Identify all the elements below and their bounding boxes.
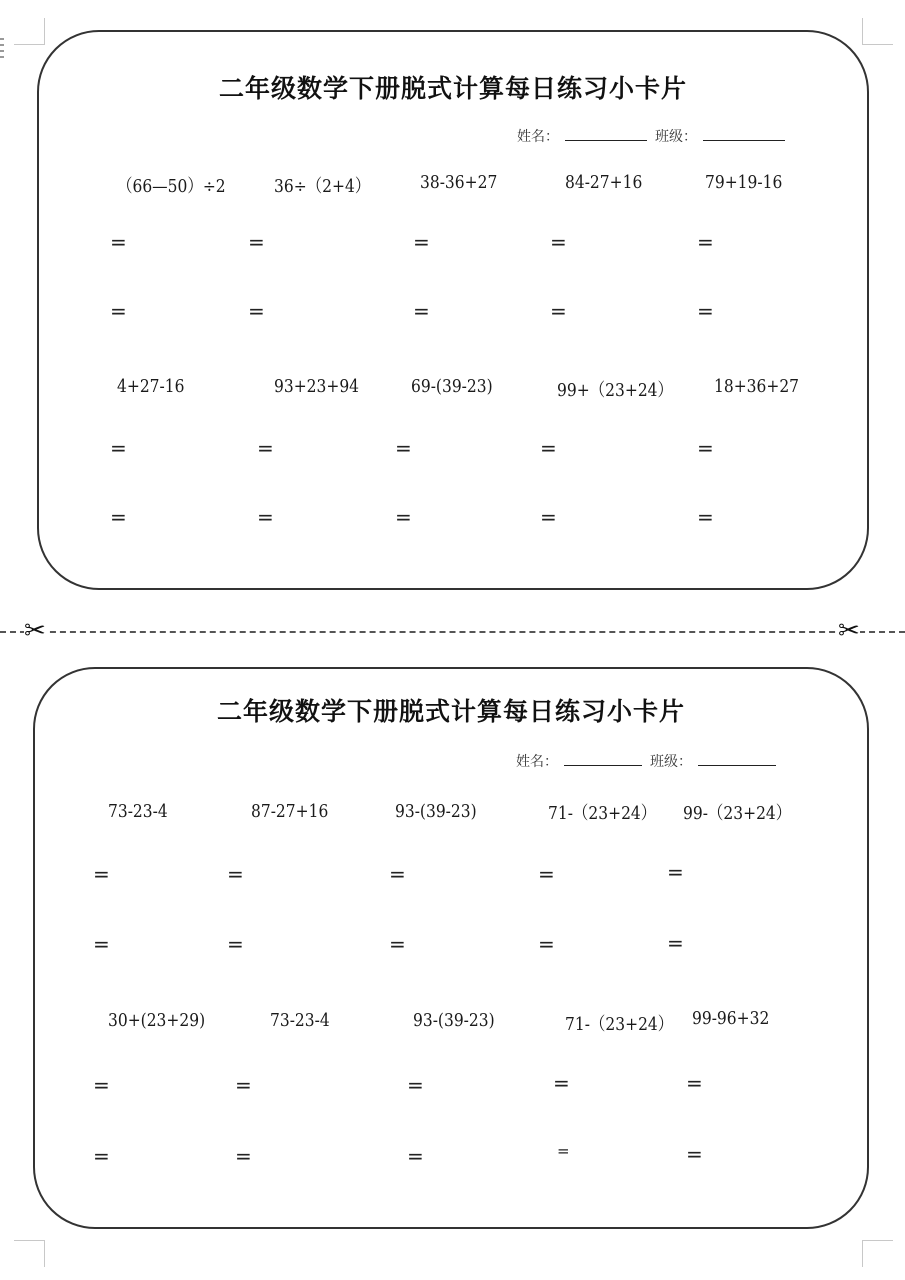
answer-equals-sign: =	[550, 299, 567, 323]
problem-expression: 4+27-16	[117, 376, 185, 397]
practice-card-2	[33, 667, 869, 1229]
problem-expression: 73-23-4	[270, 1010, 330, 1031]
answer-equals-sign: =	[407, 1073, 424, 1097]
answer-equals-sign: =	[697, 299, 714, 323]
answer-equals-sign: =	[686, 1142, 703, 1166]
answer-equals-sign: =	[550, 230, 567, 254]
answer-equals-sign: =	[227, 862, 244, 886]
card-title: 二年级数学下册脱式计算每日练习小卡片	[216, 697, 685, 726]
answer-equals-sign: =	[395, 505, 412, 529]
class-label: 班级：	[655, 129, 697, 145]
answer-equals-sign: =	[697, 505, 714, 529]
problem-expression: 93-(39-23)	[395, 801, 477, 822]
answer-equals-sign: =	[538, 862, 555, 886]
problem-expression: 73-23-4	[108, 801, 168, 822]
problem-expression: 99-（23+24）	[683, 803, 792, 824]
scissors-icon: ✂	[838, 616, 860, 646]
answer-equals-sign: =	[389, 932, 406, 956]
problem-expression: 99-96+32	[692, 1008, 770, 1029]
name-blank[interactable]	[565, 128, 647, 141]
problem-expression: 38-36+27	[420, 172, 498, 193]
answer-equals-sign: =	[553, 1071, 570, 1095]
problem-expression: 93+23+94	[274, 376, 360, 397]
name-blank[interactable]	[564, 753, 642, 766]
answer-equals-sign: =	[248, 299, 265, 323]
name-class-fields	[516, 751, 784, 771]
answer-equals-sign: =	[93, 1073, 110, 1097]
page-edge-marks	[0, 38, 4, 62]
answer-equals-sign: =	[538, 932, 555, 956]
scissors-icon: ✂	[24, 616, 46, 646]
answer-equals-sign: =	[540, 436, 557, 460]
problem-expression: 71-（23+24）	[548, 803, 657, 824]
answer-equals-sign: =	[110, 299, 127, 323]
answer-equals-sign: =	[697, 230, 714, 254]
problem-expression: 84-27+16	[565, 172, 643, 193]
answer-equals-sign: =	[93, 1144, 110, 1168]
problem-expression: 79+19-16	[705, 172, 783, 193]
answer-equals-sign: =	[257, 505, 274, 529]
name-label: 姓名：	[516, 754, 558, 770]
card-title: 二年级数学下册脱式计算每日练习小卡片	[218, 74, 687, 103]
cut-line	[0, 631, 905, 633]
answer-equals-sign: =	[540, 505, 557, 529]
answer-equals-sign: =	[667, 860, 684, 884]
page-corner-mark-bottom-left	[14, 1240, 45, 1267]
answer-equals-sign: =	[395, 436, 412, 460]
class-blank[interactable]	[703, 128, 785, 141]
answer-equals-sign: =	[248, 230, 265, 254]
answer-equals-sign: =	[686, 1071, 703, 1095]
answer-equals-sign: =	[257, 436, 274, 460]
problem-expression: 99+（23+24）	[557, 380, 674, 401]
page-corner-mark-top-left	[14, 18, 45, 45]
answer-equals-sign: =	[413, 299, 430, 323]
answer-equals-sign: =	[557, 1142, 570, 1160]
name-label: 姓名：	[517, 129, 559, 145]
name-class-fields	[517, 126, 793, 146]
problem-expression: 71-（23+24）	[565, 1014, 674, 1035]
answer-equals-sign: =	[413, 230, 430, 254]
page-corner-mark-top-right	[862, 18, 893, 45]
answer-equals-sign: =	[93, 932, 110, 956]
problem-expression: （66—50）÷2	[117, 176, 226, 197]
answer-equals-sign: =	[235, 1073, 252, 1097]
problem-expression: 36÷（2+4）	[274, 176, 371, 197]
problem-expression: 87-27+16	[251, 801, 329, 822]
answer-equals-sign: =	[667, 931, 684, 955]
problem-expression: 30+(23+29)	[108, 1010, 206, 1031]
answer-equals-sign: =	[110, 505, 127, 529]
problem-expression: 93-(39-23)	[413, 1010, 495, 1031]
practice-card-1	[37, 30, 869, 590]
answer-equals-sign: =	[110, 436, 127, 460]
class-label: 班级：	[650, 754, 692, 770]
answer-equals-sign: =	[110, 230, 127, 254]
problem-expression: 18+36+27	[714, 376, 800, 397]
answer-equals-sign: =	[407, 1144, 424, 1168]
answer-equals-sign: =	[227, 932, 244, 956]
class-blank[interactable]	[698, 753, 776, 766]
answer-equals-sign: =	[389, 862, 406, 886]
answer-equals-sign: =	[697, 436, 714, 460]
problem-expression: 69-(39-23)	[411, 376, 493, 397]
answer-equals-sign: =	[235, 1144, 252, 1168]
answer-equals-sign: =	[93, 862, 110, 886]
page-corner-mark-bottom-right	[862, 1240, 893, 1267]
